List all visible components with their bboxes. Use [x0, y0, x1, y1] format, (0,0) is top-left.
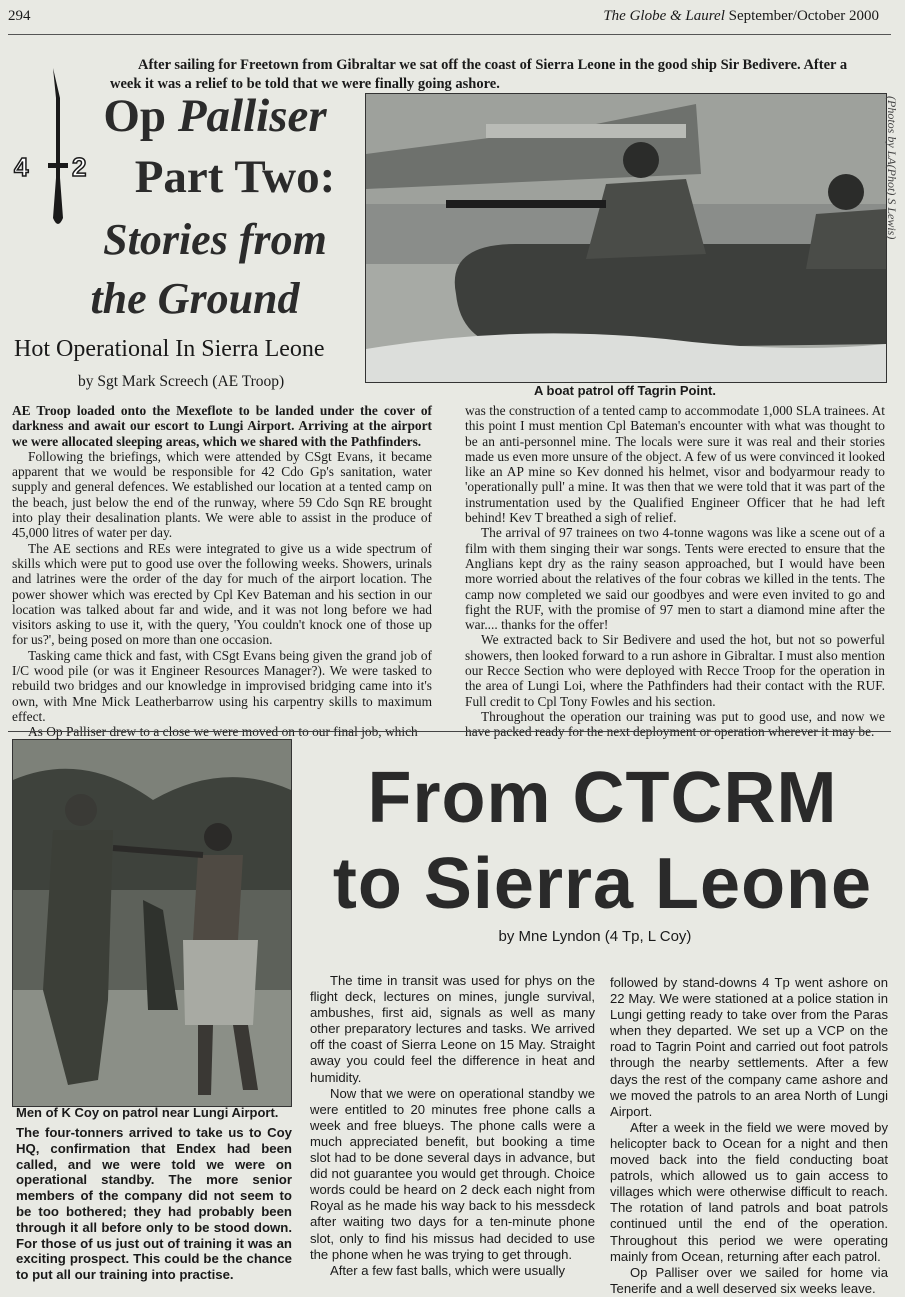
article2-headline [300, 755, 905, 927]
article2-column-under-photo: The four-tonners arrived to take us to Coy HQ, confirmation that Endex had been called, and we were told we were on operational standby. The more senior members of the company did not seem to be too bothered; they had probably been through it all before only to be stood down. For those of us just out of training it was an exciting prospect. This could be the chance to put all our training into practise. [16, 1125, 292, 1283]
paragraph: We extracted back to Sir Bedivere and used the hot, but not so powerful showers, then looked forward to a run ashore in Gibraltar. I must also mention our Recce Section who were deployed with Recce Troop for the operation in the area of Lungi Loi, where the Pathfinders had their contact with the RUF. Full credit to Cpl Tony Fowles and his section. [465, 632, 885, 709]
paragraph: Op Palliser over we sailed for home via Tenerife and a well deserved six weeks leave. [610, 1264, 888, 1296]
article2-column-middle [310, 973, 595, 1279]
article1-byline: by Sgt Mark Screech (AE Troop) [78, 373, 285, 390]
publication-name: The Globe & Laurel [603, 8, 725, 24]
boat-patrol-caption: A boat patrol off Tagrin Point. [534, 383, 716, 398]
boat-patrol-photo [365, 93, 887, 383]
paragraph: The arrival of 97 trainees on two 4-tonne wagons was like a scene out of a film with them singing their war songs. Tents were erected to ensure that the Anglians kept dry as the rainy season approached, but I would have been more worried about the relatives of the four cobras we killed in the tents. The camp now completed we said our goodbyes and were even invited to go and fight the RUF, with the promise of 97 men to start a diamond mine after the war.... thanks for the offer! [465, 525, 885, 633]
paragraph: After a few fast balls, which were usually [330, 1262, 566, 1278]
paragraph: The AE sections and REs were integrated to give us a wide spectrum of skills which were put to good use over the following weeks. Showers, urinals and latrines were the order of the day for much of the airport location. The power shower which was erected by Cpl Kev Bateman and his section in our location was talked about far and wide, and it was not long before we had visitors asking to use it, with the query, 'You couldn't knock one of those up for us?', being posed on more than one occasion. [12, 540, 432, 648]
paragraph: After a week in the field we were moved by helicopter back to Ocean for a night and then moved back into the field conducting boat patrols, which allowed us to gain access to villages which were otherwise difficult to reach. The rotation of land patrols and boat patrols continued until the end of the operation. Throughout this period we were operating mainly from Ocean, returning after each patrol. [610, 1119, 888, 1264]
article1-subtitle: Hot Operational In Sierra Leone [14, 336, 325, 362]
k-coy-caption: Men of K Coy on patrol near Lungi Airport. [16, 1105, 279, 1120]
article1-title [70, 88, 360, 328]
headline-line-2: to Sierra Leone [332, 844, 873, 924]
paragraph: was the construction of a tented camp to accommodate 1,000 SLA trainees. At this point I must mention Cpl Bateman's encounter with what was thought to be an anti-personnel mine. The locals were sure it was real and their stories made us even more unsure of the object. A few of us were convinced it looked like an AP mine so Kev donned his helmet, visor and bodyarmour ready to 'operationally pull' a mine. It was then that we were told that it was part of the instrumentation used by the Qualified Engineer Officer that he had left behind! Kev T breathed a sigh of relief. [465, 403, 885, 526]
logo-number-left: 4 [14, 152, 29, 182]
title-line-1: Op Palliser [103, 90, 327, 142]
paragraph: AE Troop loaded onto the Mexeflote to be landed under the cover of darkness and await our escort to Lungi Airport. Arriving at the airport we were allocated sleeping areas, which we shared with the Pathfinders. [12, 403, 432, 449]
paragraph: Throughout the operation our training was put to good use, and now we have packed ready for the next deployment or operation wherever it may be. [465, 708, 885, 740]
article-divider [8, 731, 891, 732]
paragraph: As Op Palliser drew to a close we were moved on to our final job, which [28, 724, 418, 740]
dagger-icon [48, 68, 68, 224]
paragraph: Now that we were on operational standby we were entitled to 20 minutes free phone calls a week and free blueys. The phone calls were a much appreciated benefit, but booking a time slot had to be done several days in advance, but did not guarantee you would get through. Choice words could be heard on 2 deck each night from Royal as he made his way back to his messdeck after waiting two days for a ten-minute phone slot, only to find his missus had decided to use the phone when he was trying to get through. [310, 1085, 595, 1262]
issue-date: September/October 2000 [728, 8, 879, 24]
article2-byline: by Mne Lyndon (4 Tp, L Coy) [498, 928, 692, 945]
title-line-2: Part Two: [134, 151, 336, 203]
title-line-3: Stories from [103, 215, 327, 264]
logo-number-right: 2 [72, 152, 87, 182]
title-line-4: the Ground [90, 274, 300, 323]
photo-credit: (Photos by LA(Phot) S Lewis) [885, 96, 899, 240]
article1-lede: After sailing for Freetown from Gibraltar we sat off the coast of Sierra Leone in the good ship Sir Bedivere. After a week it was a relief to be told that we were finally going ashore. [110, 57, 848, 92]
k-coy-patrol-photo [12, 739, 292, 1107]
header-rule [8, 34, 891, 35]
paragraph: followed by stand-downs 4 Tp went ashore on 22 May. We were stationed at a police station in Lungi getting ready to take over from the Paras when they departed. We set up a VCP on the road to Tagrin Point and carried out foot patrols through the nearby settlements. After a few days the rest of the company came ashore and we moved the patrols to an area North of Lungi Airport. [610, 975, 888, 1119]
masthead [603, 8, 879, 25]
paragraph: Tasking came thick and fast, with CSgt Evans being given the grand job of I/C wood pile (or was it Engineer Resources Manager?). We were tasked to rebuild two bridges and our knowledge in improvised bridging came into it's own, with Mne Mick Leatherbarrow using his carpentry skills to maximum effect. [12, 647, 432, 724]
article1-column-1 [12, 403, 432, 740]
article1-column-2 [465, 403, 885, 740]
paragraph: The time in transit was used for phys on the flight deck, lectures on mines, jungle survival, ambushes, first aid, signals as well as many other preparatory lectures and tasks. We arrived off the coast of Sierra Leone on 15 May. Straight away you could feel the difference in heat and humidity. [310, 973, 595, 1085]
paragraph: Following the briefings, which were attended by CSgt Evans, it became apparent that we would be responsible for 42 Cdo Gp's sanitation, water supply and general defences. We established our location at a tented camp on the beach, just below the end of the runway, where 59 Cdo Sqn RE brought into play their desalination plants. We were able to assist in the produce of 45,000 litres of water per day. [12, 448, 432, 541]
headline-line-1: From CTCRM [367, 758, 838, 838]
article2-column-right [610, 975, 888, 1297]
page-number: 294 [8, 8, 31, 24]
